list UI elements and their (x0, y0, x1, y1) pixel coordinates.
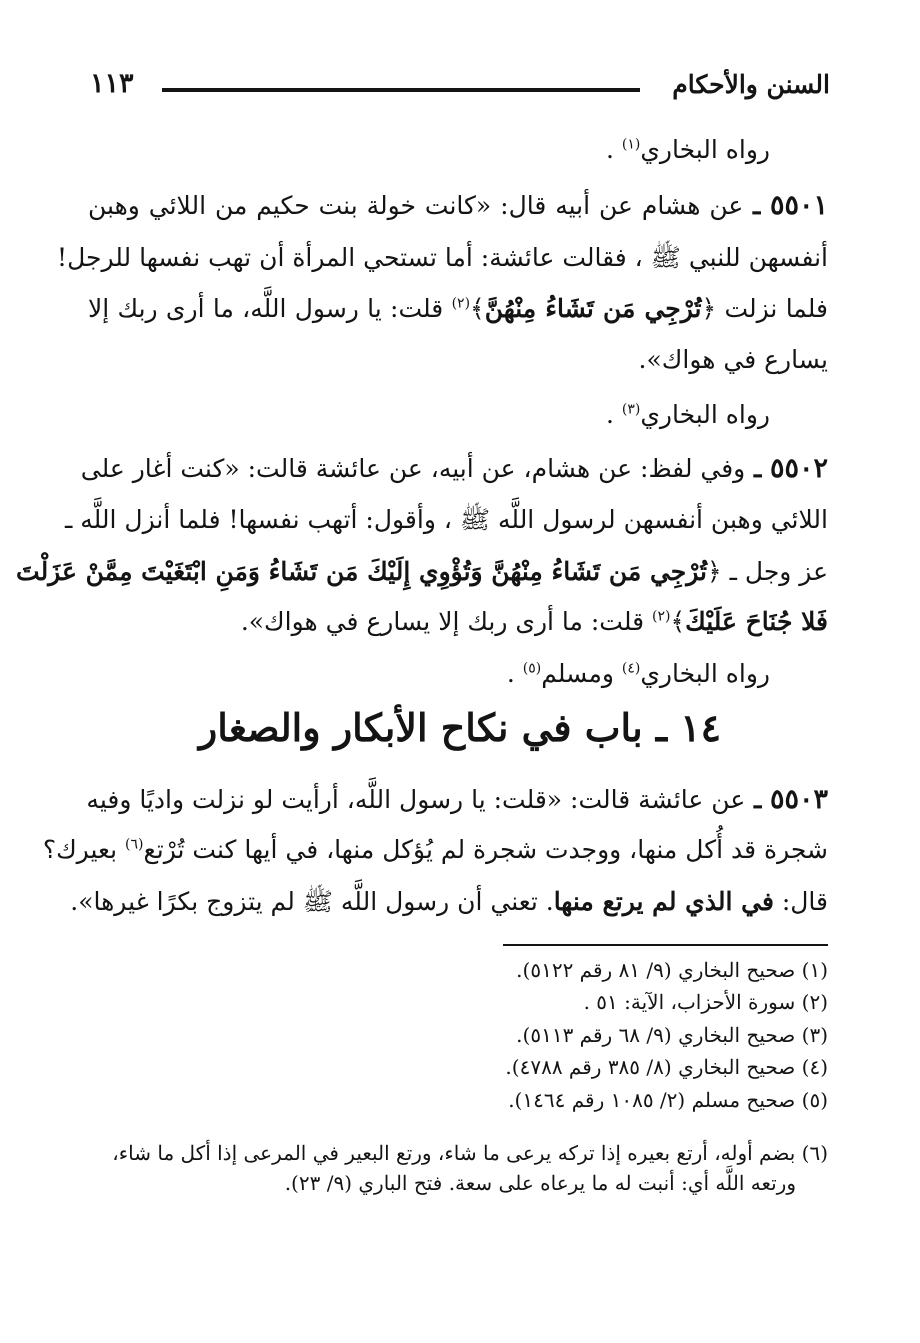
footnote-6-line-2: ورتعه اللَّه أي: أنبت له ما يرعاه على سعة. فتح الباري (٩/ ٢٣). (284, 1171, 796, 1195)
footnote-2: (٢) سورة الأحزاب، الآية: ٥١ . (583, 990, 828, 1014)
hadith-number: ٥٥٠٢ (769, 453, 828, 484)
hadith-5502-line-4: فَلا جُنَاحَ عَلَيْكَ﴾$^{(٢)}$ قلت: ما أرى ربك إلا يسارع في هواك». (240, 607, 828, 636)
hadith-5501-line-2: أنفسهن للنبي ﷺ ، فقالت عائشة: أما تستحي المرأة أن تهب نفسها للرجل! (57, 243, 828, 272)
hadith-5503-line-1: ٥٥٠٣ ـ عن عائشة قالت: «قلت: يا رسول اللَّه، أرأيت لو نزلت واديًا وفيه (86, 784, 828, 815)
quran-verse: تُرْجِي مَن تَشَاءُ مِنْهُنَّ (484, 294, 702, 323)
footnote-3: (٣) صحيح البخاري (٩/ ٦٨ رقم ٥١١٣). (516, 1023, 828, 1047)
hadith-5503-line-2: شجرة قد أُكل منها، ووجدت شجرة لم يُؤكل منها، في أيها كنت تُرْتع$^{(٦)}$ بعيرك؟ (42, 835, 828, 864)
quran-verse: فَلا جُنَاحَ عَلَيْكَ (685, 607, 828, 636)
hadith-5501-line-3: فلما نزلت ﴿تُرْجِي مَن تَشَاءُ مِنْهُنَّ﴾$^{(٢)}$ قلت: يا رسول اللَّه، ما أرى ربك إلا (88, 294, 828, 323)
hadith-5502-line-1: ٥٥٠٢ ـ وفي لفظ: عن هشام، عن أبيه، عن عائشة قالت: «كنت أغار على (80, 453, 828, 484)
hadith-number: ٥٥٠٣ (769, 784, 828, 815)
narration-line: رواه البخاري$^{(١)}$ . (605, 135, 770, 164)
section-title: ١٤ ـ باب في نكاح الأبكار والصغار (198, 705, 722, 750)
hadith-5501-line-1: ٥٥٠١ ـ عن هشام عن أبيه قال: «كانت خولة بنت حكيم من اللائي وهبن (88, 190, 828, 221)
running-title: السنن والأحكام (672, 70, 830, 99)
running-header (90, 68, 830, 112)
hadith-5503-line-3: قال: في الذي لم يرتع منها. تعني أن رسول اللَّه ﷺ لم يتزوج بكرًا غيرها». (70, 887, 828, 916)
hadith-5501-line-4: يسارع في هواك». (638, 345, 828, 374)
quran-verse: تُرْجِي مَن تَشَاءُ مِنْهُنَّ وَتُؤْوِي إِلَيْكَ مَن تَشَاءُ وَمَنِ ابْتَغَيْتَ مِمَّنْ عَزَلْتَ (16, 557, 708, 586)
page-number: ١١٣ (90, 68, 134, 99)
header-rule (162, 88, 640, 92)
footnote-6-line-1: (٦) بضم أوله، أرتع بعيره إذا تركه يرعى ما شاء، ورتع البعير في المرعى إذا أكل ما شاء، (112, 1141, 828, 1165)
narration-line: رواه البخاري$^{(٣)}$ . (605, 400, 770, 429)
hadith-5502-line-3: عز وجل ـ ﴿تُرْجِي مَن تَشَاءُ مِنْهُنَّ وَتُؤْوِي إِلَيْكَ مَن تَشَاءُ وَمَنِ ابْتَغَيْتَ مِمَّنْ عَزَلْتَ (16, 557, 828, 586)
narration-line: رواه البخاري$^{(٤)}$ ومسلم$^{(٥)}$ . (506, 659, 770, 688)
footnote-rule (503, 944, 828, 946)
footnote-4: (٤) صحيح البخاري (٨/ ٣٨٥ رقم ٤٧٨٨). (505, 1055, 828, 1079)
hadith-number: ٥٥٠١ (769, 190, 828, 221)
footnote-5: (٥) صحيح مسلم (٢/ ١٠٨٥ رقم ١٤٦٤). (508, 1088, 828, 1112)
hadith-5502-line-2: اللائي وهبن أنفسهن لرسول اللَّه ﷺ ، وأقول: أتهب نفسها! فلما أنزل اللَّه ـ (64, 505, 828, 534)
footnote-1: (١) صحيح البخاري (٩/ ٨١ رقم ٥١٢٢). (516, 958, 828, 982)
